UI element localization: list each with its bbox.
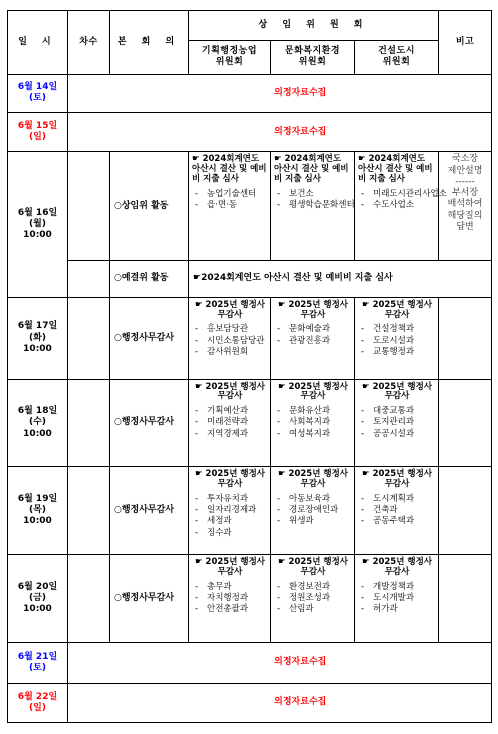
department-name: 건설정책과 [373, 324, 415, 335]
department-list [274, 324, 352, 346]
committee-cell-title: ☛ 2024회계연도 아산시 결산 및 예비비 지출 심사 [358, 154, 433, 184]
list-item [358, 188, 447, 200]
committee-cell-title: ☛ 2025년 행정사무감사 [361, 557, 433, 578]
dash-icon: - [195, 428, 199, 439]
department-name: 자치행정과 [207, 593, 249, 604]
schedule-row [8, 152, 492, 261]
schedule-table [7, 10, 492, 723]
note-cell [439, 297, 492, 379]
committee-cell [189, 379, 271, 467]
dash-icon: - [277, 188, 281, 199]
list-item [358, 406, 436, 417]
dash-icon: - [195, 346, 199, 357]
department-name: 시민소통담당관 [207, 335, 265, 346]
list-item [192, 336, 268, 347]
list-item [358, 516, 436, 527]
round-cell [68, 297, 110, 379]
department-list [192, 189, 268, 211]
department-name: 세정과 [207, 516, 232, 527]
date-line: 10:00 [23, 230, 52, 241]
empty-cell [68, 643, 110, 683]
department-name: 징수과 [207, 527, 232, 538]
dash-icon: - [361, 505, 365, 516]
committee-cell [355, 379, 439, 467]
dash-icon: - [277, 335, 281, 346]
schedule-row [8, 555, 492, 643]
date-line: 6월 17일 [17, 321, 58, 332]
list-item [274, 417, 352, 428]
department-name: 미래도시관리사업소 [373, 188, 447, 199]
dash-icon: - [361, 604, 365, 615]
dash-icon: - [277, 417, 281, 428]
dash-icon: - [195, 324, 199, 335]
list-item [274, 429, 352, 440]
list-item [192, 189, 268, 200]
department-list [274, 188, 355, 211]
department-name: 기획예산과 [207, 406, 249, 417]
list-item [192, 516, 268, 527]
list-item [358, 336, 436, 347]
schedule-row [8, 379, 492, 467]
department-name: 보건소 [289, 188, 314, 199]
note-line: 답변 [456, 221, 474, 232]
dash-icon: - [361, 593, 365, 604]
department-name: 홍보담당관 [207, 324, 249, 335]
dash-icon: - [195, 335, 199, 346]
date-line: 6월 18일 [17, 406, 58, 417]
list-item [192, 200, 268, 211]
list-item [358, 494, 436, 505]
date-line: (목) [29, 505, 46, 516]
note-cell [439, 379, 492, 467]
dash-icon: - [277, 406, 281, 417]
department-name: 농업기술센터 [207, 188, 257, 199]
list-item [358, 200, 436, 211]
round-cell [68, 555, 110, 643]
department-name: 도시계획과 [373, 493, 415, 504]
dash-icon: - [277, 324, 281, 335]
committee-cell [189, 152, 271, 261]
department-name: 감사위원회 [207, 346, 249, 357]
dash-icon: - [361, 188, 365, 199]
header-committee-group: 상 임 위 원 회 [189, 11, 439, 41]
date-line: 6월 21일 [17, 651, 58, 662]
span-note: 의정자료수집 [110, 112, 492, 151]
dash-icon: - [195, 527, 199, 538]
schedule-row [8, 683, 492, 722]
empty-cell [68, 683, 110, 722]
department-name: 도로시설과 [373, 335, 415, 346]
committee-cell-title: ☛ 2025년 행정사무감사 [361, 469, 433, 490]
date-cell [8, 555, 68, 643]
committee-cell [355, 152, 447, 261]
committee-cell-title: ☛ 2025년 행정사무감사 [277, 557, 349, 578]
note-cell [439, 467, 492, 555]
schedule-row [8, 261, 492, 297]
department-name: 대중교통과 [373, 406, 415, 417]
department-name: 토지관리과 [373, 417, 415, 428]
committee-cell-title: ☛ 2025년 행정사무감사 [194, 469, 266, 490]
department-name: 사회복지과 [289, 417, 331, 428]
department-list [192, 324, 268, 358]
date-line: 6월 15일 [17, 120, 58, 131]
list-item [358, 604, 436, 615]
department-name: 안전총괄과 [207, 604, 249, 615]
committee-cell-title: ☛ 2025년 행정사무감사 [277, 469, 349, 490]
department-name: 아동보육과 [289, 493, 331, 504]
committee-cell-title: ☛ 2024회계연도 아산시 결산 및 예비비 지출 심사 [274, 154, 349, 184]
department-name: 도시개발과 [373, 593, 415, 604]
dash-icon: - [195, 505, 199, 516]
dash-icon: - [361, 581, 365, 592]
date-cell [8, 152, 68, 297]
date-cell [8, 74, 68, 112]
list-item [192, 582, 268, 593]
date-line: 10:00 [23, 516, 52, 527]
department-name: 문화예술과 [289, 324, 331, 335]
date-line: 6월 19일 [17, 493, 58, 504]
committee-cell [271, 152, 355, 261]
department-list [192, 406, 268, 440]
department-name: 문화유산과 [289, 406, 331, 417]
plenary-cell: ○행정사무감사 [110, 379, 189, 467]
committee-cell [189, 555, 271, 643]
department-name: 총무과 [207, 581, 232, 592]
list-item [358, 417, 436, 428]
date-line: (화) [29, 332, 46, 343]
committee-cell-title: ☛ 2024회계연도 아산시 결산 및 예비비 지출 심사 [192, 154, 267, 184]
note-cell [439, 152, 492, 261]
date-cell [8, 643, 68, 683]
dash-icon: - [195, 406, 199, 417]
list-item [192, 406, 268, 417]
committee-cell-title: ☛ 2025년 행정사무감사 [194, 557, 266, 578]
header-note: 비고 [439, 11, 492, 75]
schedule-row [8, 467, 492, 555]
department-list [358, 324, 436, 358]
dash-icon: - [361, 324, 365, 335]
department-name: 산림과 [289, 604, 314, 615]
department-name: 공동주택과 [373, 516, 415, 527]
note-line: 국소장 [451, 154, 479, 165]
date-cell [8, 683, 68, 722]
department-list [358, 406, 436, 440]
plenary-cell: ○행정사무감사 [110, 467, 189, 555]
committee-cell [189, 467, 271, 555]
dash-icon: - [277, 516, 281, 527]
plenary-cell: ○예결위 활동 [110, 261, 189, 297]
note-cell [439, 555, 492, 643]
department-name: 여성복지과 [289, 428, 331, 439]
committee-cell-title: ☛ 2025년 행정사무감사 [194, 299, 266, 320]
dash-icon: - [195, 199, 199, 210]
plenary-cell: ○행정사무감사 [110, 555, 189, 643]
list-item [274, 199, 355, 211]
department-name: 관광진흥과 [289, 335, 331, 346]
empty-cell [68, 112, 110, 151]
dash-icon: - [277, 593, 281, 604]
date-cell [8, 467, 68, 555]
department-name: 투자유치과 [207, 493, 249, 504]
list-item [192, 429, 268, 440]
round-cell [68, 467, 110, 555]
dash-icon: - [277, 428, 281, 439]
committee-cell [355, 555, 439, 643]
date-line: 10:00 [23, 343, 52, 354]
plenary-cell: ○행정사무감사 [110, 297, 189, 379]
note-line: 배석하여 [447, 199, 483, 210]
round-cell [68, 261, 110, 297]
dash-icon: - [277, 505, 281, 516]
department-name: 평생학습문화센터 [289, 199, 355, 210]
department-name: 건축과 [373, 505, 398, 516]
committee-cell [271, 555, 355, 643]
date-line: 10:00 [23, 428, 52, 439]
date-line: (일) [29, 702, 46, 713]
dash-icon: - [361, 199, 365, 210]
date-line: (토) [29, 93, 46, 104]
dash-icon: - [277, 604, 281, 615]
round-cell [68, 152, 110, 261]
department-list [358, 582, 436, 616]
dash-icon: - [195, 493, 199, 504]
dash-icon: - [361, 335, 365, 346]
list-item [192, 604, 268, 615]
department-name: 환경보전과 [289, 581, 331, 592]
list-item [274, 406, 352, 417]
dash-icon: - [361, 406, 365, 417]
list-item [274, 582, 352, 593]
list-item [192, 347, 268, 358]
list-item [274, 604, 352, 615]
note-line: 해당질의 [447, 210, 483, 221]
date-line: 6월 22일 [17, 691, 58, 702]
list-item [358, 582, 436, 593]
department-name: 읍·면·동 [207, 199, 238, 210]
list-item [192, 593, 268, 604]
list-item [192, 417, 268, 428]
date-cell [8, 112, 68, 151]
department-list [274, 406, 352, 440]
committee-cell-title: ☛ 2025년 행정사무감사 [361, 381, 433, 402]
dash-icon: - [361, 428, 365, 439]
committee-cell [355, 467, 439, 555]
list-item [358, 429, 436, 440]
date-line: (일) [29, 132, 46, 143]
list-item [274, 516, 352, 527]
span-note: 의정자료수집 [110, 683, 492, 722]
span-note: 의정자료수집 [110, 643, 492, 683]
plenary-cell: ○상임위 활동 [110, 152, 189, 261]
department-name: 일자리경제과 [207, 505, 257, 516]
dash-icon: - [277, 581, 281, 592]
department-name: 공공시설과 [373, 428, 415, 439]
list-item [358, 324, 436, 335]
department-name: 허가과 [373, 604, 398, 615]
department-list [358, 188, 447, 211]
list-item [274, 494, 352, 505]
span-note: 의정자료수집 [110, 74, 492, 112]
schedule-row [8, 297, 492, 379]
schedule-row [8, 112, 492, 151]
date-line: (금) [29, 593, 46, 604]
committee-cell [271, 297, 355, 379]
list-item [358, 593, 436, 604]
committee-cell-title: ☛ 2025년 행정사무감사 [194, 381, 266, 402]
date-cell [8, 379, 68, 467]
department-list [192, 494, 268, 539]
date-line: 6월 14일 [17, 82, 58, 93]
list-item [274, 505, 352, 516]
department-name: 수도사업소 [373, 199, 415, 210]
department-list [358, 494, 436, 528]
list-item [192, 528, 268, 539]
list-item [192, 324, 268, 335]
note-line: 부서장 [451, 188, 479, 199]
header-date: 일 시 [8, 11, 68, 75]
dash-icon: - [195, 604, 199, 615]
dash-icon: - [361, 417, 365, 428]
dash-icon: - [195, 188, 199, 199]
date-line: 10:00 [23, 604, 52, 615]
header-committee-planning: 기획행정농업 위원회 [189, 41, 271, 74]
list-item [274, 593, 352, 604]
list-item [274, 324, 352, 335]
header-committee-welfare: 문화복지환경 위원회 [271, 41, 355, 74]
department-name: 지역경제과 [207, 428, 249, 439]
round-cell [68, 379, 110, 467]
list-item [358, 347, 436, 358]
department-name: 정원조성과 [289, 593, 331, 604]
budget-review-item: ☛2024회계연도 아산시 결산 및 예비비 지출 심사 [189, 261, 492, 297]
committee-cell-title: ☛ 2025년 행정사무감사 [277, 381, 349, 402]
dash-icon: - [195, 516, 199, 527]
dash-icon: - [361, 346, 365, 357]
department-list [192, 582, 268, 616]
dash-icon: - [361, 493, 365, 504]
header-plenary: 본 회 의 [110, 11, 189, 75]
date-cell [8, 297, 68, 379]
list-item [192, 494, 268, 505]
date-line: 6월 16일 [17, 207, 58, 218]
dash-icon: - [277, 199, 281, 210]
note-line: ------ [455, 176, 475, 187]
committee-cell-title: ☛ 2025년 행정사무감사 [361, 299, 433, 320]
department-name: 미래전략과 [207, 417, 249, 428]
committee-cell [271, 467, 355, 555]
department-name: 개발정책과 [373, 581, 415, 592]
dash-icon: - [195, 581, 199, 592]
dash-icon: - [361, 516, 365, 527]
date-line: (토) [29, 662, 46, 673]
date-line: 6월 20일 [17, 581, 58, 592]
committee-cell [271, 379, 355, 467]
dash-icon: - [195, 417, 199, 428]
committee-cell-title: ☛ 2025년 행정사무감사 [277, 299, 349, 320]
date-line: (월) [29, 218, 46, 229]
list-item [358, 505, 436, 516]
committee-cell [189, 297, 271, 379]
empty-cell [68, 74, 110, 112]
department-name: 위생과 [289, 516, 314, 527]
dash-icon: - [195, 593, 199, 604]
header-round: 차수 [68, 11, 110, 75]
header-committee-construction: 건설도시 위원회 [355, 41, 439, 74]
list-item [274, 189, 352, 200]
note-line: 제안설명 [447, 165, 483, 176]
schedule-row [8, 643, 492, 683]
department-name: 경로장애인과 [289, 505, 339, 516]
department-list [274, 494, 352, 528]
department-list [274, 582, 352, 616]
date-line: (수) [29, 417, 46, 428]
list-item [274, 336, 352, 347]
dash-icon: - [277, 493, 281, 504]
schedule-row [8, 74, 492, 112]
list-item [192, 505, 268, 516]
committee-cell [355, 297, 439, 379]
department-name: 교통행정과 [373, 346, 415, 357]
